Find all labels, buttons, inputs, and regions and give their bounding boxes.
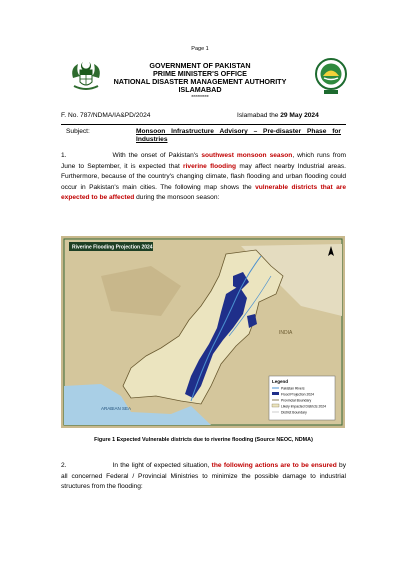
india-label: INDIA: [279, 330, 293, 336]
para2-text-a: In the light of expected situation,: [112, 462, 212, 469]
para2-highlight-actions: the following actions are to be ensured: [211, 462, 337, 469]
paragraph-1: [61, 151, 346, 204]
file-number: F. No. 787/NDMA/IA&PD/2024: [61, 112, 151, 119]
flood-projection-map: [61, 236, 345, 428]
subject-label: Subject:: [66, 128, 90, 135]
header-stars: *********: [191, 95, 209, 101]
para2-text-b: by all concerned Federal / Provincial Ministries to minimize the possible damage to industrial structures from the flooding:: [61, 462, 347, 491]
legend-item-projection: Flood Projection 2024: [281, 392, 314, 397]
sea-label: ARABIAN SEA: [101, 406, 132, 411]
legend-title: Legend: [272, 379, 289, 384]
header-office: PRIME MINISTER'S OFFICE: [153, 69, 247, 78]
legend-item-provincial: Provincial Boundary: [281, 398, 312, 403]
legend-item-district: District Boundary: [281, 410, 307, 415]
para1-text-b: , which runs from June to September, it is expected that: [61, 152, 347, 170]
para1-highlight-riverine: riverine flooding: [183, 162, 237, 170]
para1-highlight-districts: vulnerable districts that are expected to be affected: [61, 183, 346, 202]
page-number: Page 1: [191, 46, 209, 52]
date-line: [237, 112, 319, 119]
map-title: Riverine Flooding Projection 2024: [72, 244, 153, 251]
para1-number: 1.: [61, 152, 67, 159]
para1-text-c: may affect nearby Industrial areas. Furthermore, because of the country's changing climate, flash flooding and urban flooding could occur in Pakistan's main cities. The following map shows the: [61, 162, 346, 191]
figure-caption: Figure 1 Expected Vulnerable districts due to riverine flooding (Source NEOC, NDMA): [94, 437, 313, 443]
paragraph-2: [61, 461, 346, 493]
para1-text-d: during the monsoon season:: [134, 194, 220, 202]
legend-item-rivers: Pakistan Rivers: [281, 386, 305, 391]
para1-highlight-monsoon: southwest monsoon season: [201, 152, 293, 159]
para2-number: 2.: [61, 462, 67, 469]
date-value: 29 May 2024: [280, 112, 319, 119]
header-government: GOVERNMENT OF PAKISTAN: [149, 61, 251, 70]
subject-text: Monsoon Infrastructure Advisory – Pre-disaster Phase for Industries: [136, 128, 341, 143]
header-authority: NATIONAL DISASTER MANAGEMENT AUTHORITY: [113, 77, 287, 86]
para1-text-a: With the onset of Pakistan's: [112, 152, 202, 159]
date-place: Islamabad the: [237, 112, 281, 119]
header-city: ISLAMABAD: [178, 85, 222, 94]
divider: [61, 124, 346, 125]
legend-item-impacted: Likely Impacted Districts 2024: [281, 404, 327, 409]
